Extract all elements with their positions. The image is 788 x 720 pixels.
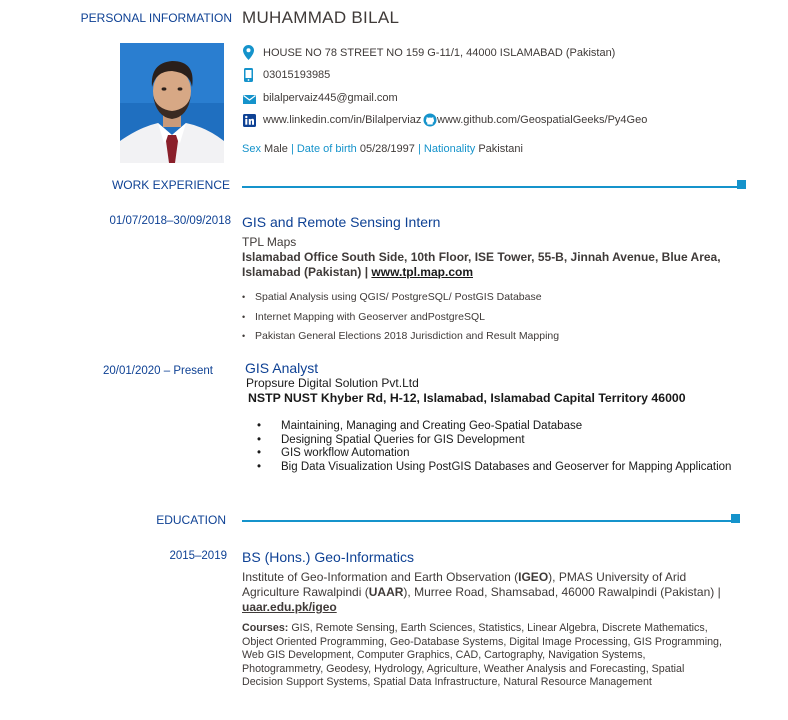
separator: | [290, 143, 294, 155]
linkedin-link[interactable]: www.linkedin.com/in/Bilalperviaz [263, 114, 422, 126]
job-2-employer: Propsure Digital Solution Pvt.Ltd [246, 376, 419, 390]
list-item: • Spatial Analysis using QGIS/ PostgreSQL/ PostGIS Database [242, 290, 559, 310]
list-item: • GIS workflow Automation [243, 447, 731, 461]
sex-value: Male [264, 143, 288, 155]
dob-label: Date of birth [296, 143, 357, 155]
courses-text: GIS, Remote Sensing, Earth Sciences, Statistics, Linear Algebra, Discrete Mathematics, [291, 622, 708, 634]
location-pin-icon [243, 45, 254, 60]
job-2-dates: 20/01/2020 – Present [103, 365, 213, 377]
institution-abbrev: IGEO [518, 570, 549, 584]
nationality-label: Nationality [423, 143, 476, 155]
education-dates: 2015–2019 [169, 550, 227, 562]
institution-text: Agriculture Rawalpindi ( [242, 585, 369, 599]
job-1-bullets [242, 290, 559, 349]
education-heading: EDUCATION [156, 513, 226, 527]
separator: | [417, 143, 421, 155]
courses-text: Web GIS Development, Computer Graphics, CAD, Cartography, Navigation Systems, [242, 649, 646, 662]
institution-text: ), Murree Road, Shamsabad, 46000 Rawalpindi (Pakistan) | [403, 585, 721, 599]
institution-line1 [242, 570, 686, 584]
personal-information-heading: PERSONAL INFORMATION [80, 11, 232, 25]
job-1-website-link[interactable]: www.tpl.map.com [371, 265, 473, 279]
institution-line2 [242, 585, 721, 599]
institution-abbrev: UAAR [368, 585, 404, 599]
section-divider-marker [731, 514, 740, 523]
work-experience-heading: WORK EXPERIENCE [111, 178, 230, 192]
list-item: • Big Data Visualization Using PostGIS Databases and Geoserver for Mapping Application [243, 461, 731, 475]
courses-text: Photogrammetry, Geodesy, Hydrology, Agriculture, Weather Analysis and Forecasting, Spatial [242, 662, 685, 675]
job-1-title: GIS and Remote Sensing Intern [242, 214, 441, 230]
list-item: • Internet Mapping with Geoserver andPostgreSQL [242, 310, 559, 330]
job-1-city: Islamabad (Pakistan) | [242, 265, 369, 279]
list-item: • Pakistan General Elections 2018 Jurisdiction and Result Mapping [242, 329, 559, 349]
section-divider [242, 186, 742, 188]
phone-text: 03015193985 [263, 69, 331, 81]
degree-title: BS (Hons.) Geo-Informatics [242, 549, 414, 565]
sex-label: Sex [242, 143, 261, 155]
email-text[interactable]: bilalpervaiz445@gmail.com [263, 92, 398, 104]
mobile-phone-icon [244, 68, 253, 82]
list-item: • Designing Spatial Queries for GIS Development [243, 434, 731, 448]
list-item: • Maintaining, Managing and Creating Geo-Spatial Database [243, 420, 731, 434]
job-2-bullets [243, 420, 731, 474]
personal-details-line [242, 143, 523, 155]
profile-photo [120, 43, 224, 163]
job-2-address: NSTP NUST Khyber Rd, H-12, Islamabad, Islamabad Capital Territory 46000 [248, 391, 686, 405]
courses-text: Object Oriented Programming, Geo-Database Systems, Digital Image Processing, GIS Programming, [242, 635, 722, 648]
institution-text: Institute of Geo-Information and Earth Observation ( [242, 570, 519, 584]
university-website-link[interactable]: uaar.edu.pk/igeo [242, 600, 337, 614]
dob-value: 05/28/1997 [359, 143, 415, 155]
job-1-address-line1: Islamabad Office South Side, 10th Floor, ISE Tower, 55-B, Jinnah Avenue, Blue Area, [242, 250, 721, 264]
courses-text: Decision Support Systems, Spatial Data Infrastructure, Natural Resource Management [242, 676, 652, 689]
address-text: HOUSE NO 78 STREET NO 159 G-11/1, 44000 ISLAMABAD (Pakistan) [263, 47, 616, 59]
envelope-icon [243, 95, 256, 104]
github-icon [423, 113, 437, 127]
applicant-name: MUHAMMAD BILAL [242, 8, 400, 27]
job-2-title: GIS Analyst [245, 360, 319, 376]
courses-label: Courses: [242, 622, 289, 634]
section-divider [242, 520, 736, 522]
section-divider-marker [737, 180, 746, 189]
job-1-address-line2 [242, 265, 473, 279]
linkedin-icon [243, 114, 256, 127]
courses-list [242, 622, 742, 690]
job-1-dates: 01/07/2018–30/09/2018 [109, 215, 231, 227]
github-link[interactable]: www.github.com/GeospatialGeeks/Py4Geo [437, 114, 648, 126]
job-1-employer: TPL Maps [242, 235, 297, 249]
nationality-value: Pakistani [478, 143, 523, 155]
institution-text: ), PMAS University of Arid [548, 570, 687, 584]
